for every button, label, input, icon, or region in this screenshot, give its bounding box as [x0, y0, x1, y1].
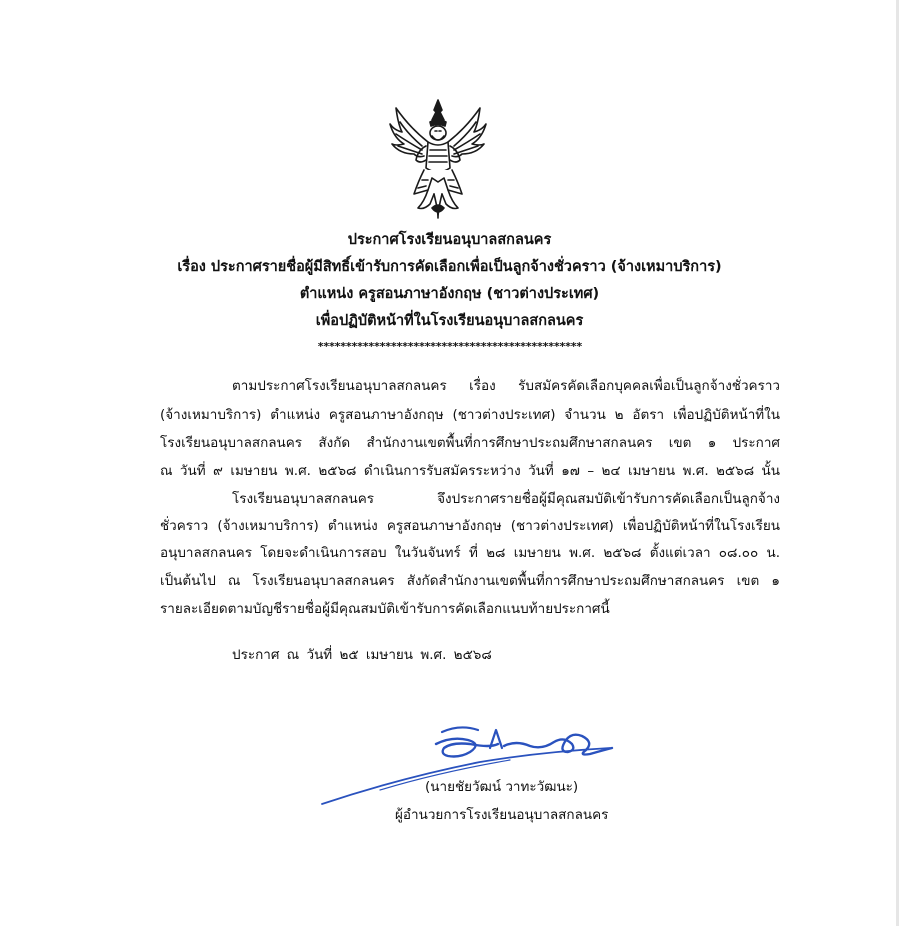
announcement-title: ประกาศโรงเรียนอนุบาลสกลนคร: [347, 232, 552, 248]
garuda-emblem-icon: [388, 98, 488, 220]
paragraph-line: รายละเอียดตามบัญชีรายชื่อผู้มีคุณสมบัติเข้ารับการคัดเลือกแนบท้ายประกาศนี้: [160, 601, 610, 617]
paragraph-line: ตามประกาศโรงเรียนอนุบาลสกลนคร เรื่อง รับสมัครคัดเลือกบุคคลเพื่อเป็นลูกจ้างชั่วคราว: [232, 378, 780, 394]
signer-name: (นายชัยวัฒน์ วาทะวัฒนะ): [425, 779, 579, 795]
announcement-date: ประกาศ ณ วันที่ ๒๕ เมษายน พ.ศ. ๒๕๖๘: [232, 647, 492, 663]
paragraph-line: (จ้างเหมาบริการ) ตำแหน่ง ครูสอนภาษาอังกฤษ (ชาวต่างประเทศ) จำนวน ๒ อัตรา เพื่อปฏิบัติหน้าที่ใน: [160, 407, 780, 423]
paragraph-line: เป็นต้นไป ณ โรงเรียนอนุบาลสกลนคร สังกัดสำนักงานเขตพื้นที่การศึกษาประถมศึกษาสกลนคร เขต ๑: [160, 573, 780, 589]
paragraph-line: ชั่วคราว (จ้างเหมาบริการ) ตำแหน่ง ครูสอนภาษาอังกฤษ (ชาวต่างประเทศ) เพื่อปฏิบัติหน้าที่ในโรงเรียน: [160, 518, 780, 534]
subject-line: เรื่อง ประกาศรายชื่อผู้มีสิทธิ์เข้ารับการคัดเลือกเพื่อเป็นลูกจ้างชั่วคราว (จ้างเหมาบริการ): [177, 259, 722, 275]
position-line: ตำแหน่ง ครูสอนภาษาอังกฤษ (ชาวต่างประเทศ): [299, 286, 600, 302]
paragraph-line: โรงเรียนอนุบาลสกลนคร สังกัด สำนักงานเขตพื้นที่การศึกษาประถมศึกษาสกลนคร เขต ๑ ประกาศ: [160, 435, 780, 451]
purpose-line: เพื่อปฏิบัติหน้าที่ในโรงเรียนอนุบาลสกลนคร: [315, 313, 584, 329]
paragraph-line: อนุบาลสกลนคร โดยจะดำเนินการสอบ ในวันจันทร์ ที่ ๒๘ เมษายน พ.ศ. ๒๕๖๘ ตั้งแต่เวลา ๐๘.๐๐ น.: [160, 545, 780, 561]
signer-position: ผู้อำนวยการโรงเรียนอนุบาลสกลนคร: [395, 807, 609, 823]
paragraph-line: ณ วันที่ ๙ เมษายน พ.ศ. ๒๕๖๘ ดำเนินการรับสมัครระหว่าง วันที่ ๑๗ – ๒๔ เมษายน พ.ศ. ๒๕๖๘ นั้น: [160, 463, 780, 479]
paragraph-line: โรงเรียนอนุบาลสกลนคร จึงประกาศรายชื่อผู้มีคุณสมบัติเข้ารับการคัดเลือกเป็นลูกจ้าง: [232, 491, 780, 507]
separator: ***********************************************: [317, 340, 582, 353]
